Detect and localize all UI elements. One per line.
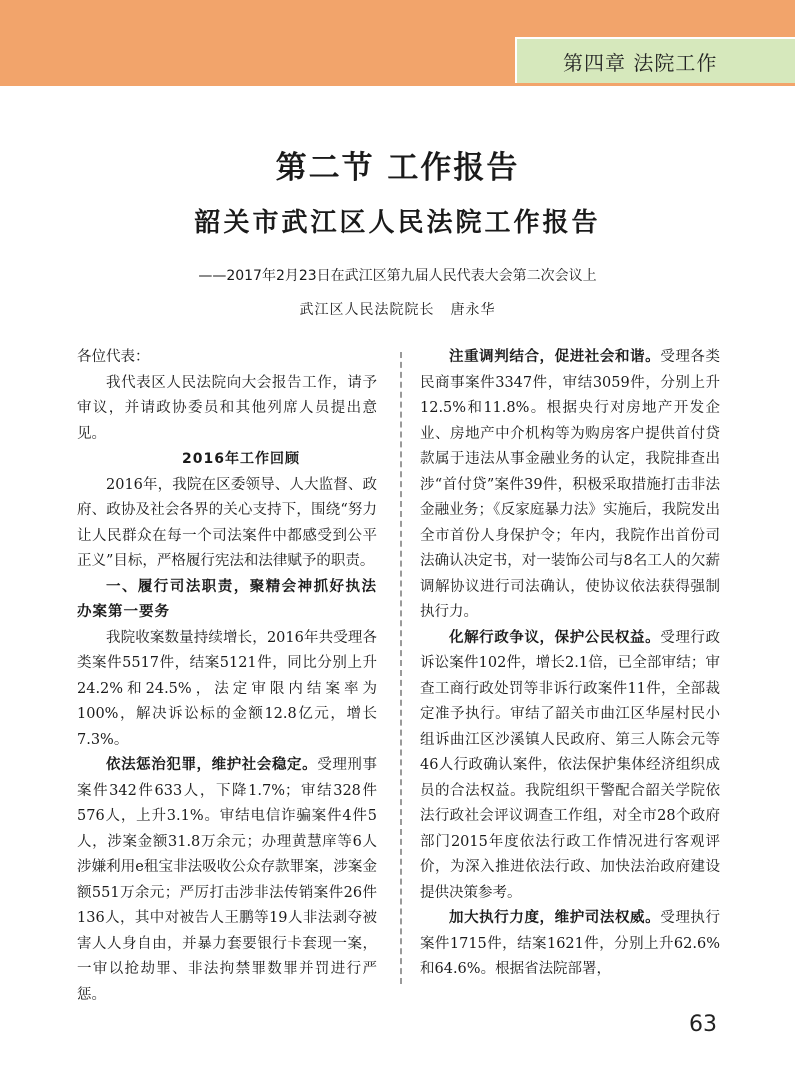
report-subtitle: ——2017年2月23日在武江区第九届人民代表大会第二次会议上 — [198, 268, 597, 284]
mediation-paragraph — [420, 345, 720, 626]
column-divider — [400, 352, 402, 984]
admin-text: 受理行政诉讼案件102件，增长2.1倍，已全部审结；审查工商行政处罚等非诉行政案件11件，全部裁定准予执行。审结了韶关市曲江区华屋村民小组诉曲江区沙溪镇人民政府、第三人陈会元等46人行政确认案件，依法保护集体经济组织成员的合法权益。我院组织干警配合韶关学院依法行政社会评议调查工作组，对全市28个政府部门2015年度依法行政工作情况进行客观评价，为深入推进依法行政、加快法治政府建设提供决策参考。 — [420, 629, 720, 901]
point1-paragraph: 我院收案数量持续增长，2016年共受理各类案件5517件，结案5121件，同比分别上升24.2%和24.5%，法定审限内结案率为100%，解决诉讼标的金额12.8亿元，增长7.3%。 — [77, 629, 377, 748]
page-number: 63 — [689, 1012, 717, 1037]
criminal-paragraph — [77, 753, 377, 1008]
admin-lead: 化解行政争议，保护公民权益。 — [449, 629, 661, 646]
author-name: 唐永华 — [450, 302, 496, 318]
author-line — [0, 299, 795, 319]
enforce-paragraph — [420, 906, 720, 983]
chapter-label: 第四章 法院工作 — [515, 37, 795, 83]
report-title: 韶关市武江区人民法院工作报告 — [194, 208, 601, 238]
review-heading: 2016年工作回顾 — [182, 451, 300, 467]
admin-paragraph — [420, 626, 720, 907]
intro-paragraph: 我代表区人民法院向大会报告工作，请予审议，并请政协委员和其他列席人员提出意见。 — [77, 374, 377, 442]
enforce-lead: 加大执行力度，维护司法权威。 — [449, 910, 661, 926]
salutation: 各位代表： — [77, 349, 150, 365]
mediation-lead: 注重调判结合，促进社会和谐。 — [449, 349, 661, 365]
mediation-text: 受理各类民商事案件3347件，审结3059件，分别上升12.5%和11.8%。根据央行对房地产开发企业、房地产中介机构等为购房客户提供首付贷款属于违法从事金融业务的认定，我院排查出涉“首付贷”案件39件，积极采取措施打击非法金融业务；《反家庭暴力法》实施后，我院发出全市首份人身保护令；年内，我院作出首份司法确认决定书，对一装饰公司与8名工人的欠薪调解协议进行司法确认，使协议依法获得强制执行力。 — [420, 349, 720, 620]
right-column — [420, 345, 720, 983]
review-paragraph: 2016年，我院在区委领导、人大监督、政府、政协及社会各界的关心支持下，围绕“努力让人民群众在每一个司法案件中都感受到公平正义”目标，严格履行宪法和法律赋予的职责。 — [77, 476, 377, 569]
enforce-text: 受理执行案件1715件，结案1621件，分别上升62.6%和64.6%。根据省法院部署， — [420, 910, 720, 977]
left-column — [77, 345, 377, 1008]
criminal-text: 受理刑事案件342件633人，下降1.7%；审结328件576人，上升3.1%。审结电信诈骗案件4件5人，涉案金额31.8万余元；办理黄慧庠等6人涉嫌利用e租宝非法吸收公众存款罪案，涉案金额551万余元；严厉打击涉非法传销案件26件136人，其中对被告人王鹏等19人非法剥夺被害人人身自由，并暴力套要银行卡套现一案，一审以抢劫罪、非法拘禁罪数罪并罚进行严惩。 — [77, 757, 377, 1003]
section-title: 第二节 工作报告 — [275, 150, 520, 186]
point1-heading: 一、履行司法职责，聚精会神抓好执法办案第一要务 — [77, 578, 377, 620]
criminal-lead: 依法惩治犯罪，维护社会稳定。 — [106, 757, 318, 773]
author-title: 武江区人民法院院长 — [299, 302, 435, 318]
